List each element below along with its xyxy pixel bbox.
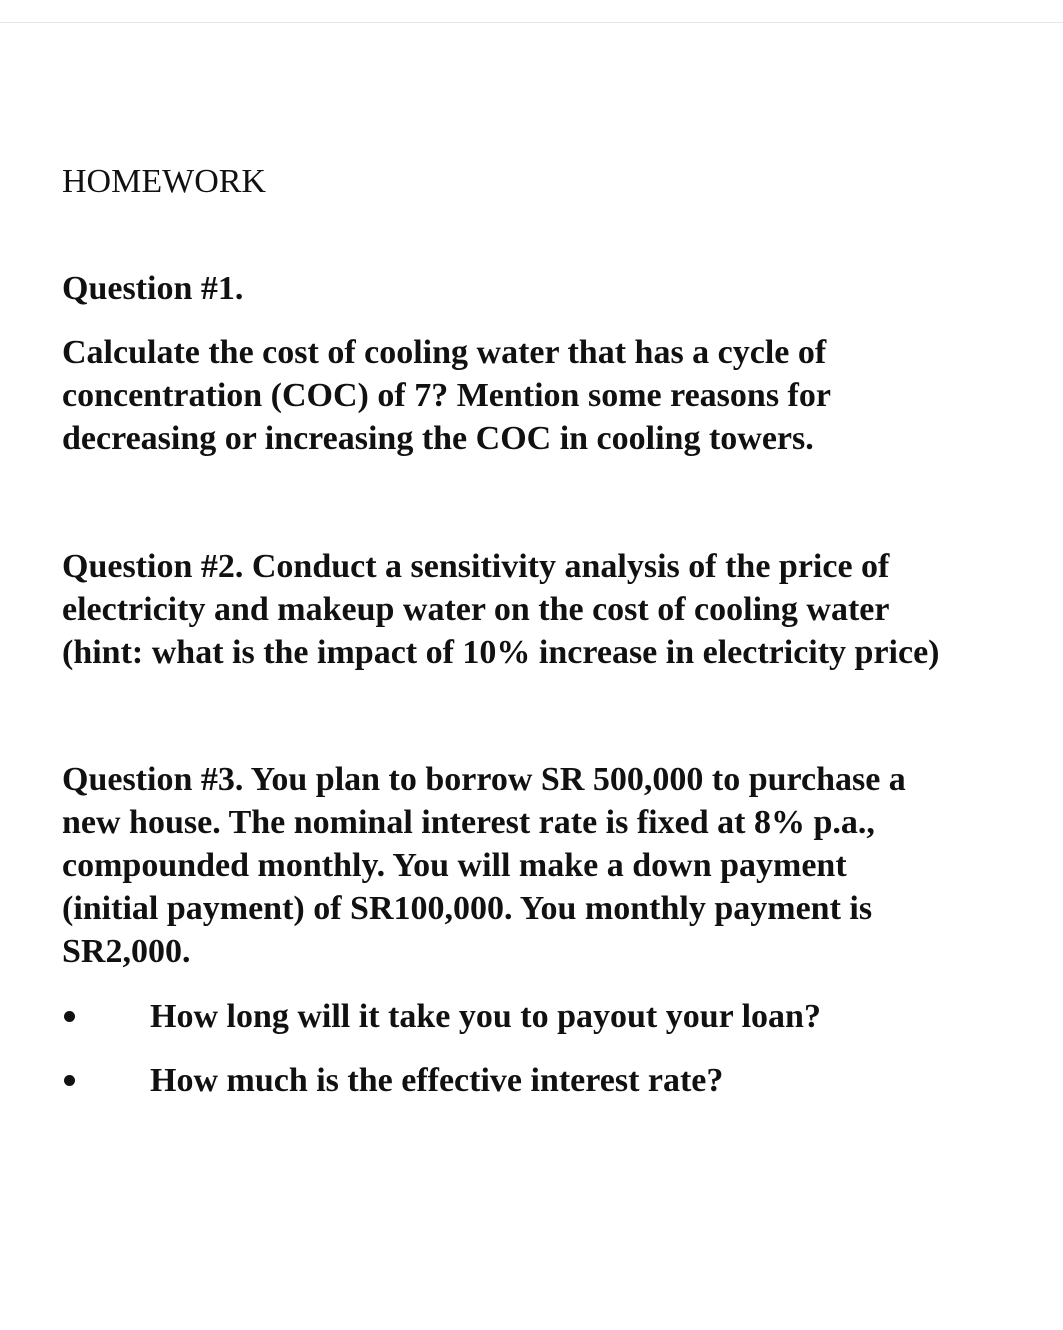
- question-1-line: decreasing or increasing the COC in cooling towers.: [62, 420, 814, 457]
- list-item: [62, 996, 1022, 1060]
- top-divider: [0, 22, 1063, 23]
- question-1-title: Question #1.: [62, 270, 244, 307]
- bullet-text: How long will it take you to payout your loan?: [150, 998, 821, 1035]
- question-3-line: Question #3. You plan to borrow SR 500,000 to purchase a: [62, 761, 906, 798]
- question-2-text: [62, 545, 940, 674]
- list-item: [62, 1060, 1022, 1124]
- question-2-line: (hint: what is the impact of 10% increase in electricity price): [62, 634, 940, 671]
- question-3-line: compounded monthly. You will make a down payment: [62, 847, 847, 884]
- bullet-icon: [64, 1075, 75, 1086]
- question-3-line: new house. The nominal interest rate is fixed at 8% p.a.,: [62, 804, 875, 841]
- question-1-line: Calculate the cost of cooling water that has a cycle of: [62, 334, 827, 371]
- question-2-line: electricity and makeup water on the cost of cooling water: [62, 591, 890, 628]
- question-3-line: SR2,000.: [62, 933, 191, 970]
- question-2-line: Question #2. Conduct a sensitivity analysis of the price of: [62, 548, 890, 585]
- question-1-text: [62, 331, 831, 460]
- question-3-text: [62, 758, 906, 973]
- page-title: HOMEWORK: [62, 163, 266, 200]
- bullet-text: How much is the effective interest rate?: [150, 1062, 724, 1099]
- bullet-icon: [64, 1011, 75, 1022]
- question-3-line: (initial payment) of SR100,000. You monthly payment is: [62, 890, 873, 927]
- question-1-line: concentration (COC) of 7? Mention some reasons for: [62, 377, 831, 414]
- question-3-bullet-list: [62, 996, 1022, 1124]
